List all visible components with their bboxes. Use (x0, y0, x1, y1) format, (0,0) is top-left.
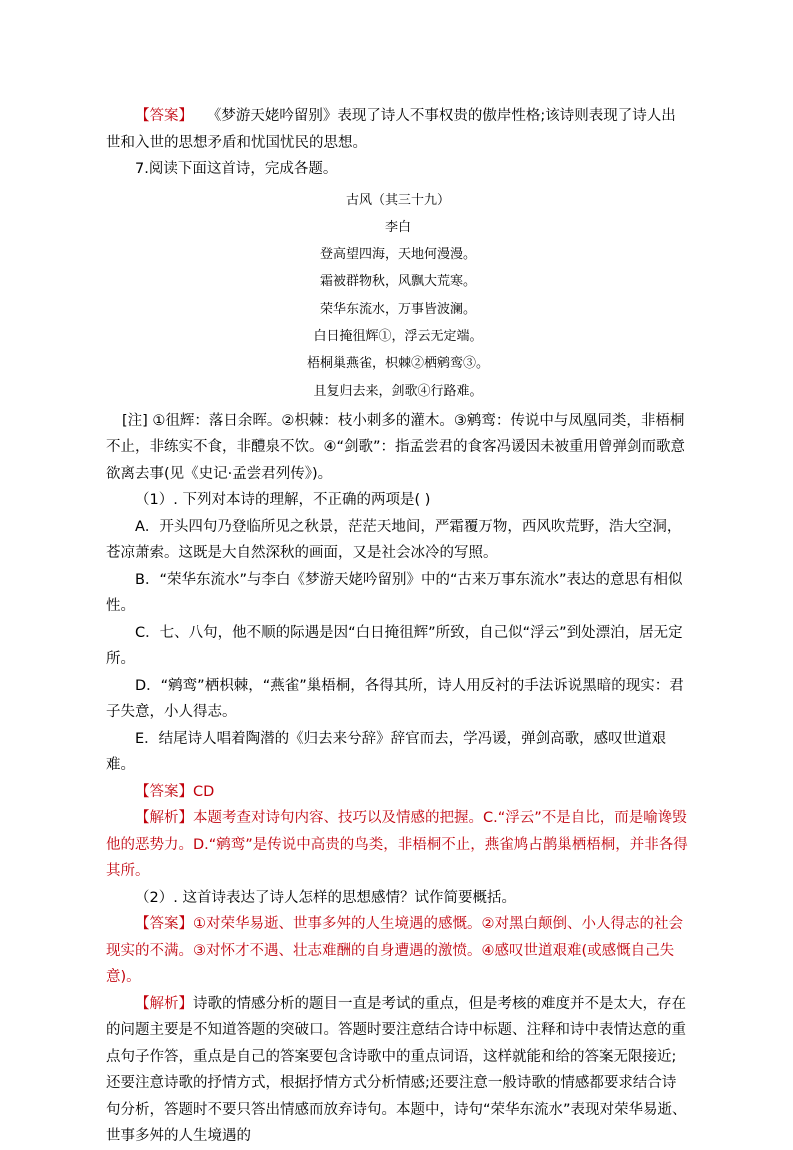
q2-analysis (106, 991, 690, 1150)
option-b: B．“荣华东流水”与李白《梦游天姥吟留别》中的“古来万事东流水”表达的意思有相似性。 (106, 571, 683, 615)
poem-line: 且复归去来，剑歌④行路难。 (313, 383, 483, 399)
question-2-stem: （2）. 这首诗表达了诗人怎样的思想感情？试作简要概括。 (135, 889, 516, 906)
option-e: E．结尾诗人唱着陶潜的《归去来兮辞》辞官而去，学冯谖，弹剑高歌，感叹世道艰难。 (106, 730, 667, 774)
poem-line: 梧桐巢燕雀，枳棘②栖鹓鸾③。 (306, 356, 489, 372)
poem-line: 白日掩徂辉①，浮云无定端。 (313, 328, 483, 344)
poem-notes: [注] ①徂辉：落日余晖。②枳棘：枝小刺多的灌木。③鹓鸾：传说中与凤凰同类，非梧桐不止，非练实不食，非醴泉不饮。④“剑歌”：指孟尝君的食客冯谖因未被重用曾弹剑而歌意欲离去事(见《史记·孟尝君列传》)。 (106, 412, 686, 482)
poem (106, 187, 690, 405)
option-a: A．开头四句乃登临所见之秋景，茫茫天地间，严霜覆万物，西风吹荒野，浩大空洞，苍凉萧索。这既是大自然深秋的画面，又是社会冰冷的写照。 (106, 518, 682, 562)
answer-text: ①对荣华易逝、世事多舛的人生境遇的感慨。②对黑白颠倒、小人得志的社会现实的不满。③对怀才不遇、壮志难酬的自身遭遇的激愤。④感叹世道艰难(或感慨自己失意)。 (106, 916, 683, 986)
q1-answer (106, 779, 690, 806)
option-d: D．“鹓鸾”栖枳棘，“燕雀”巢梧桐，各得其所，诗人用反衬的手法诉说黑暗的现实：君子失意，小人得志。 (106, 677, 684, 721)
q2-answer (106, 911, 690, 991)
poem-author: 李白 (384, 219, 411, 235)
answer-label: 【答案】 (135, 783, 193, 800)
poem-title: 古风（其三十九） (345, 192, 450, 208)
analysis-text: 诗歌的情感分析的题目一直是考试的重点，但是考核的难度并不是太大，存在的问题主要是不知道答题的突破口。答题时要注意结合诗中标题、注释和诗中表情达意的重点句子作答，重点是自己的答案要包含诗歌中的重点词语，这样就能和给的答案无限接近;还要注意诗歌的抒情方式，根据抒情方式分析情感;还要注意一般诗歌的情感都要求结合诗句分析，答题时不要只答出情感而放弃诗句。本题中，诗句“荣华东流水”表现对荣华易逝、世事多舛的人生境遇的 (106, 995, 687, 1145)
analysis-label: 【解析】 (135, 810, 193, 827)
document-content (106, 103, 690, 1150)
answer-text: CD (193, 783, 215, 800)
question-1-stem: （1）. 下列对本诗的理解，不正确的两项是( ) (135, 492, 431, 509)
poem-line: 荣华东流水，万事皆波澜。 (319, 301, 476, 317)
analysis-text: 本题考查对诗句内容、技巧以及情感的把握。C.“浮云”不是自比，而是喻谗毁他的恶势力。D.“鹓鸾”是传说中高贵的鸟类，非梧桐不止，燕雀鸠占鹊巢栖梧桐，并非各得其所。 (106, 810, 688, 880)
answer-text: 《梦游天姥吟留别》表现了诗人不事权贵的傲岸性格;该诗则表现了诗人出世和入世的思想矛盾和忧国忧民的思想。 (106, 108, 676, 151)
analysis-label: 【解析】 (135, 995, 193, 1012)
question-7: 7.阅读下面这首诗，完成各题。 (135, 161, 338, 177)
poem-line: 登高望四海，天地何漫漫。 (319, 247, 476, 263)
poem-line: 霜被群物秋，风飘大荒寒。 (319, 274, 476, 290)
answer-label: 【答案】 (135, 108, 193, 124)
intro-answer (106, 103, 690, 156)
option-c: C．七、八句，他不顺的际遇是因“白日掩徂辉”所致，自己似“浮云”到处漂泊，居无定所。 (106, 624, 683, 668)
answer-label: 【答案】 (135, 916, 193, 933)
q1-analysis (106, 805, 690, 885)
